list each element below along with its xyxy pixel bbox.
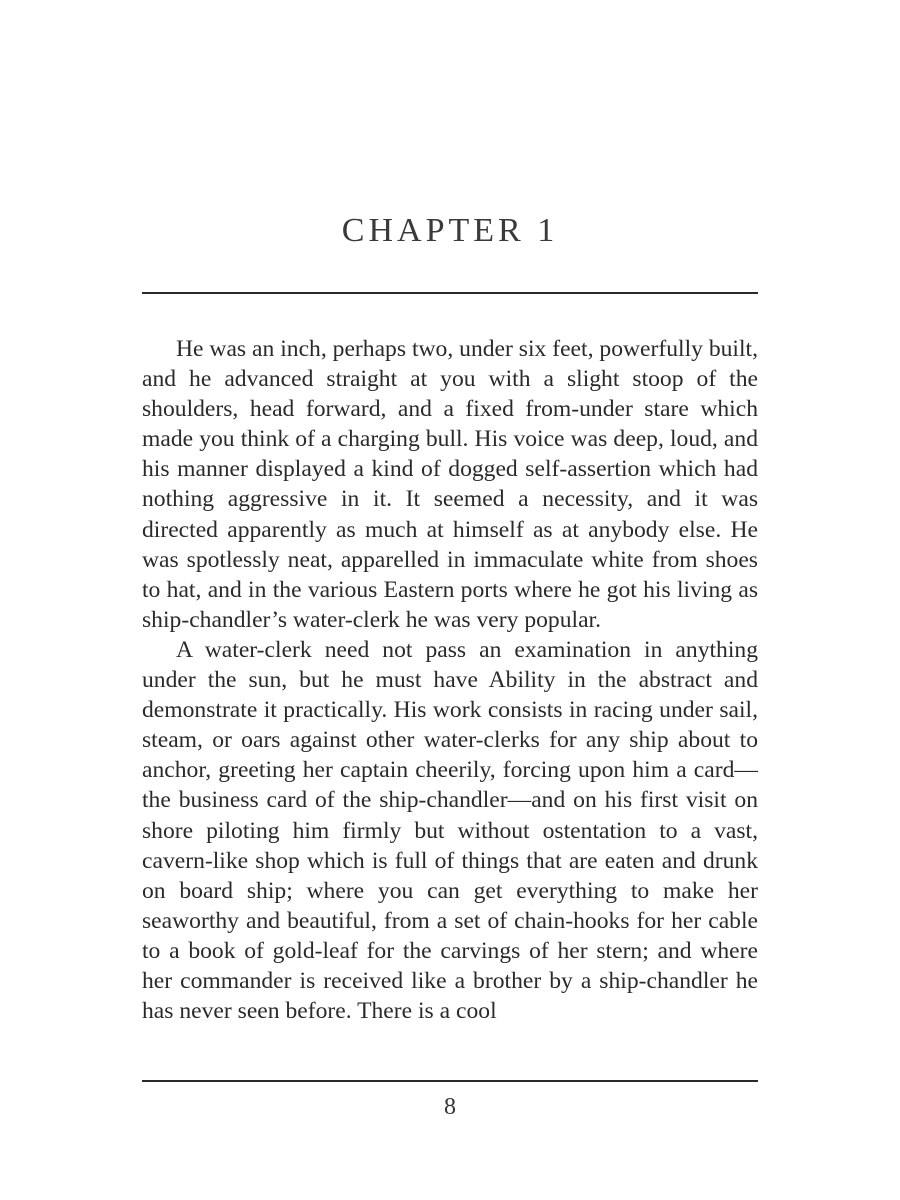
chapter-body xyxy=(142,334,758,1026)
chapter-title: CHAPTER 1 xyxy=(341,212,559,249)
paragraph: He was an inch, perhaps two, under six feet, powerfully built, and he advanced straight at you with a slight stoop of the shoulders, head forward, and a fixed from-under stare which made you think of a charging bull. His voice was deep, loud, and his manner displayed a kind of dogged self-assertion which had nothing aggressive in it. It seemed a necessity, and it was directed apparently as much at himself as at anybody else. He was spotlessly neat, apparelled in immaculate white from shoes to hat, and in the various Eastern ports where he got his living as ship-chandler’s water-clerk he was very popular. xyxy=(142,336,758,633)
header-rule xyxy=(142,292,758,294)
footer-rule xyxy=(142,1080,758,1082)
paragraph: A water-clerk need not pass an examination in anything under the sun, but he must have Ability in the abstract and demonstrate it practically. His work consists in racing under sail, steam, or oars against other water-clerks for any ship about to anchor, greeting her captain cheerily, forcing upon him a card—the business card of the ship-chandler—and on his first visit on shore piloting him firmly but without ostentation to a vast, cavern-like shop which is full of things that are eaten and drunk on board ship; where you can get everything to make her seaworthy and beautiful, from a set of chain-hooks for her cable to a book of gold-leaf for the carvings of her stern; and where her commander is received like a brother by a ship-chandler he has never seen before. There is a cool xyxy=(142,636,758,1025)
page-number: 8 xyxy=(444,1094,456,1120)
